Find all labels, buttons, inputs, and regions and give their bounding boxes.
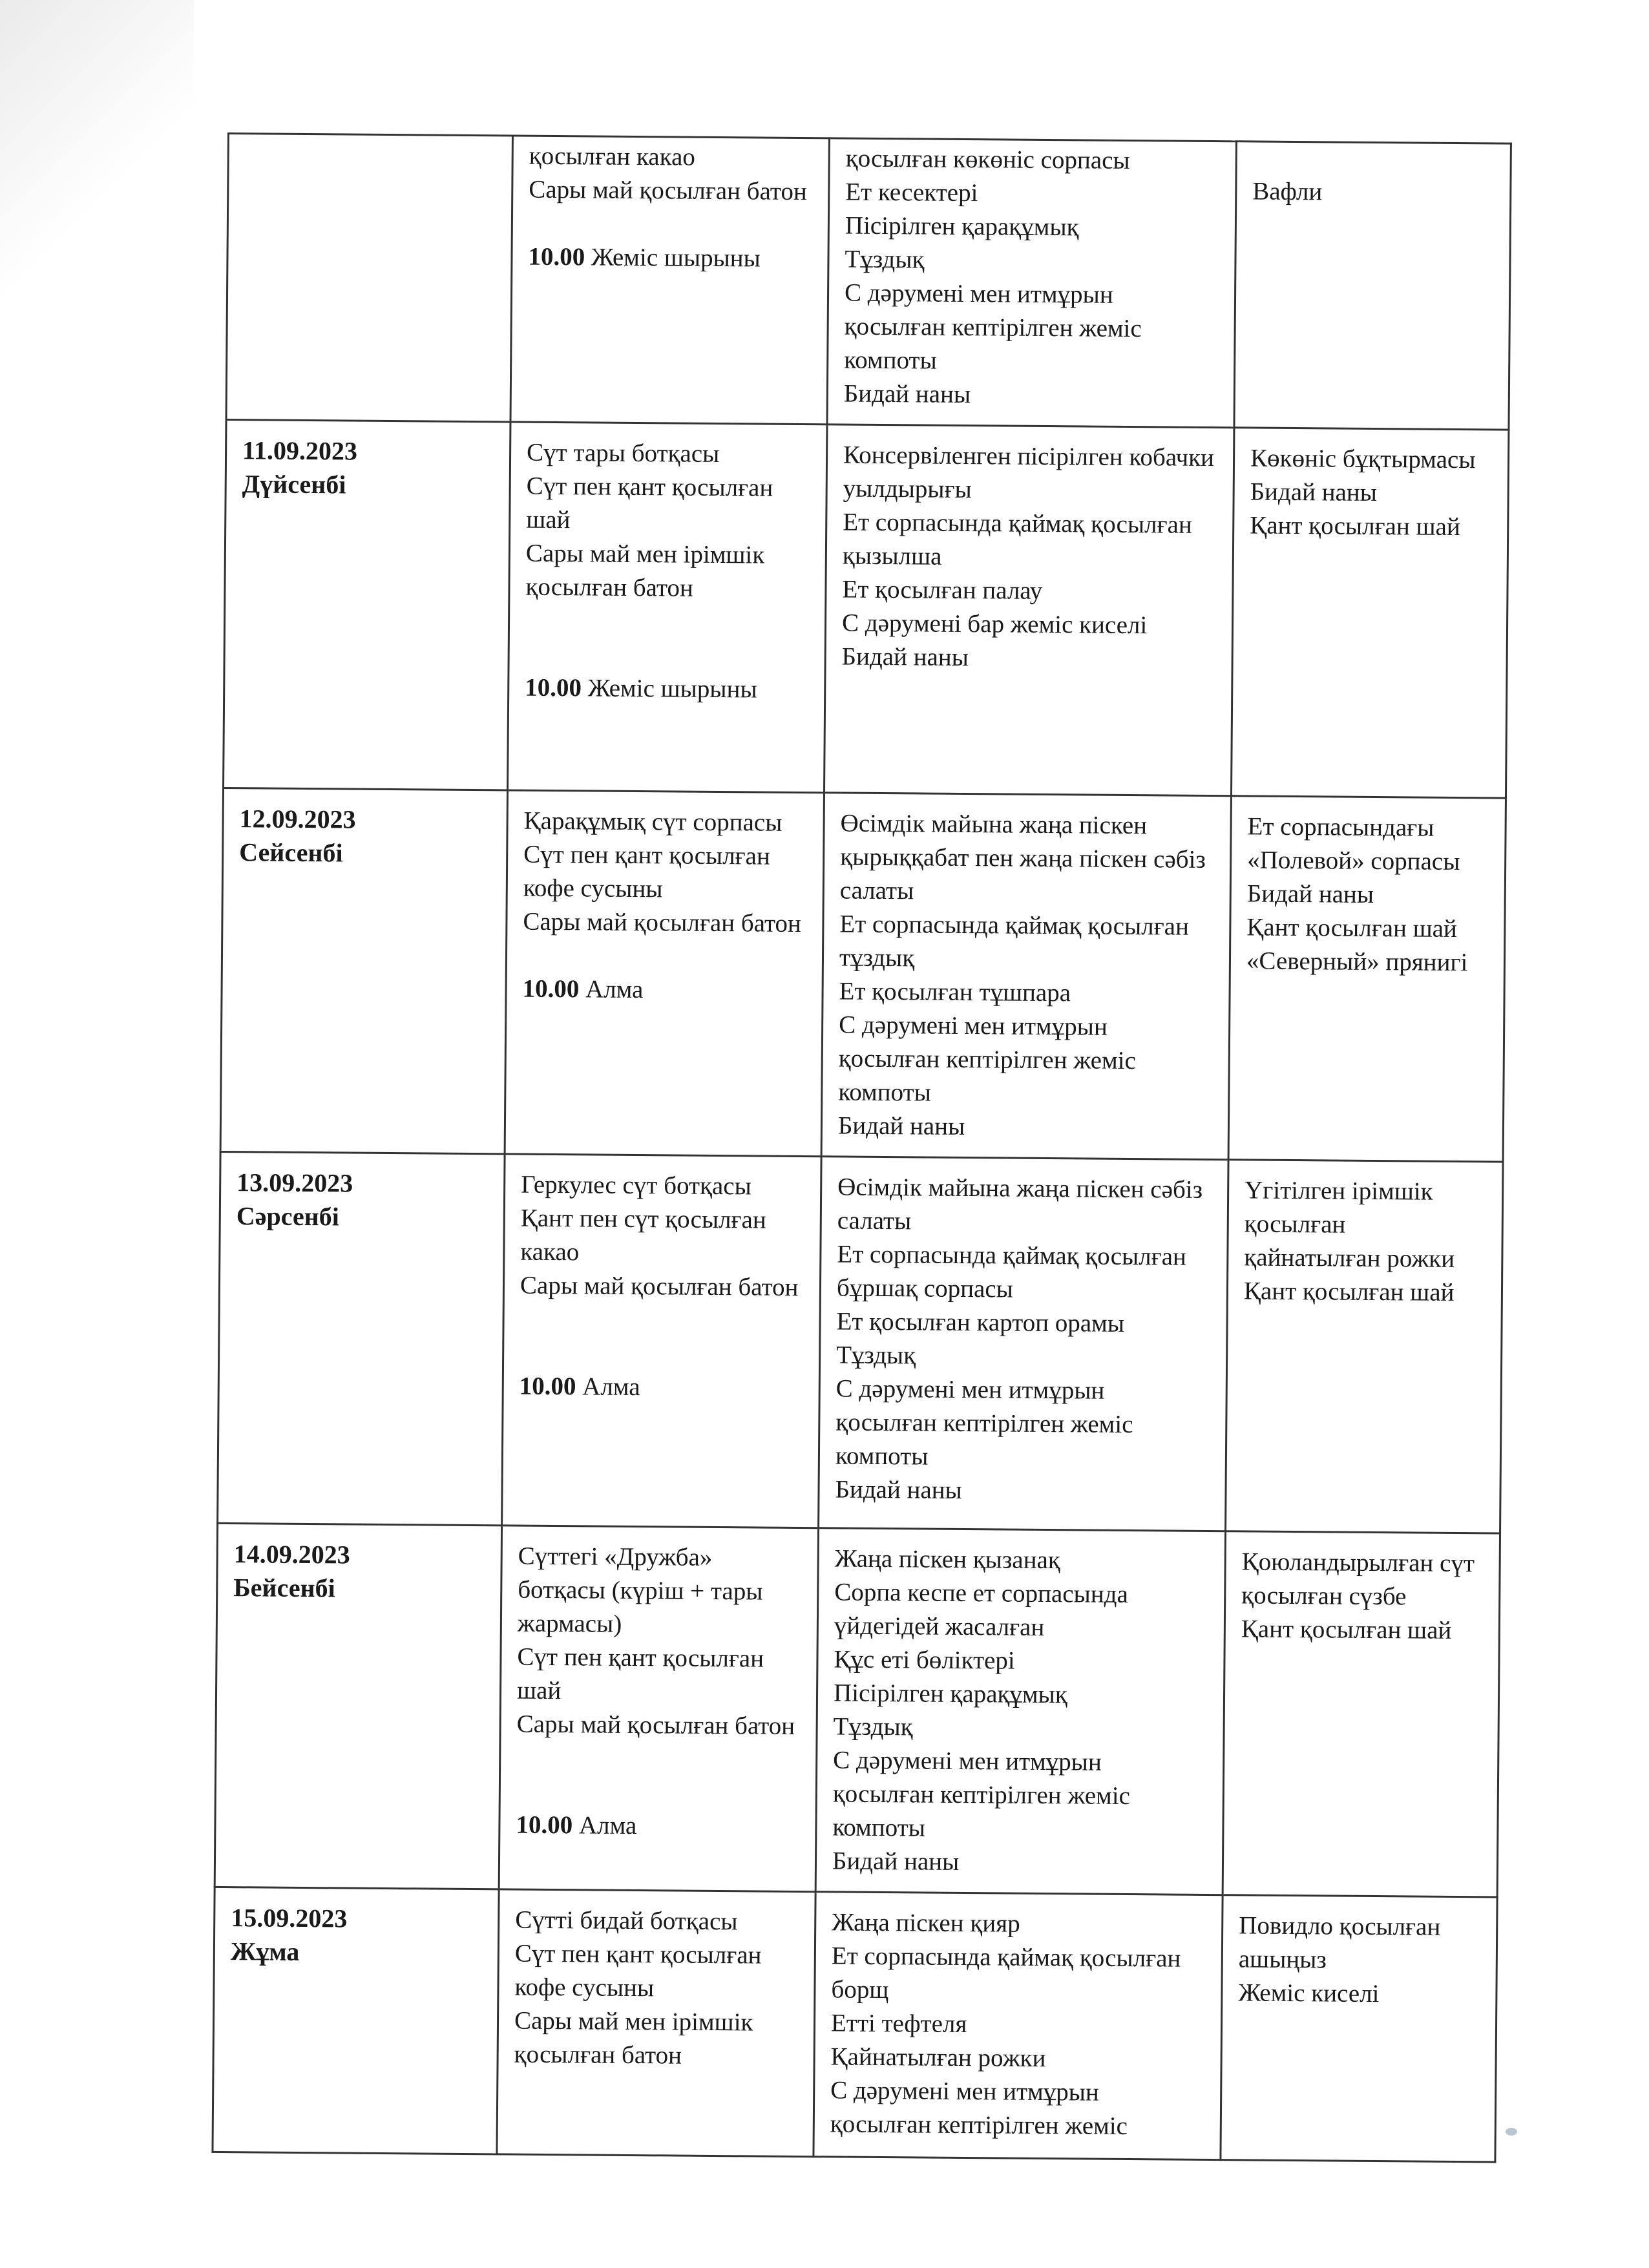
snack-line bbox=[525, 671, 808, 707]
breakfast-item: Қант пен сүт қосылған какао bbox=[520, 1204, 766, 1266]
scan-shadow bbox=[0, 0, 194, 310]
lunch-item: Бидай наны bbox=[843, 379, 971, 409]
breakfast-cell bbox=[502, 1154, 822, 1528]
lunch-item: Жаңа піскен қызанақ bbox=[834, 1544, 1060, 1575]
lunch-item: Өсімдік майына жаңа піскен қырыққабат пен жаңа піскен сәбіз салаты bbox=[839, 809, 1206, 905]
breakfast-item: Сары май қосылған батон bbox=[529, 175, 807, 206]
breakfast-item: Сары май мен ірімшік қосылған батон bbox=[514, 2006, 753, 2070]
lunch-item: Құс еті бөліктері bbox=[834, 1645, 1015, 1675]
snack-time: 10.00 bbox=[522, 974, 580, 1003]
afternoon-cell bbox=[1226, 1160, 1504, 1533]
breakfast-item: Сүт пен қант қосылған шай bbox=[516, 1643, 764, 1705]
lunch-cell bbox=[827, 138, 1236, 428]
day-label: Жұма bbox=[230, 1937, 300, 1966]
table-row bbox=[224, 419, 1509, 798]
lunch-item: Ет сорпасында қаймақ қосылған борщ bbox=[831, 1942, 1181, 2004]
lunch-item: Тұздық bbox=[833, 1712, 913, 1741]
afternoon-cell bbox=[1223, 1531, 1500, 1897]
afternoon-item: Қант қосылған шай bbox=[1241, 1615, 1452, 1644]
lunch-item: Ет кесектері bbox=[845, 178, 978, 207]
date-label: 12.09.2023 bbox=[239, 804, 356, 834]
menu-table bbox=[211, 132, 1511, 2163]
afternoon-item: Қоюландырылған сүт қосылған сүзбе bbox=[1241, 1548, 1475, 1611]
table-row bbox=[213, 1887, 1497, 2162]
breakfast-cell bbox=[510, 136, 829, 425]
lunch-item: Пісірілген қарақұмық bbox=[845, 211, 1079, 242]
date-label: 13.09.2023 bbox=[236, 1168, 353, 1198]
afternoon-cell bbox=[1228, 796, 1506, 1162]
breakfast-cell bbox=[505, 790, 824, 1157]
date-cell bbox=[218, 1151, 505, 1525]
date-cell bbox=[215, 1523, 501, 1889]
snack-item: Жеміс шырыны bbox=[591, 243, 761, 273]
afternoon-item: Вафли bbox=[1252, 177, 1323, 206]
afternoon-item: Қант қосылған шай bbox=[1246, 913, 1458, 943]
breakfast-item: Сүтті бидай ботқасы bbox=[515, 1906, 738, 1936]
snack-item: Алма bbox=[585, 975, 644, 1004]
breakfast-item: Сары май қосылған батон bbox=[516, 1710, 795, 1740]
lunch-item: С дәрумені мен итмұрын қосылған кептірілген жеміс компоты bbox=[844, 278, 1142, 375]
date-label: 11.09.2023 bbox=[242, 436, 358, 466]
date-cell bbox=[213, 1887, 499, 2154]
snack-line bbox=[522, 972, 806, 1008]
lunch-item: Ет сорпасында қаймақ қосылған бұршақ сорпасы bbox=[836, 1240, 1187, 1303]
table-row bbox=[226, 134, 1511, 430]
date-cell bbox=[224, 419, 510, 790]
snack-line bbox=[520, 1370, 803, 1405]
afternoon-item: Повидло қосылған ашыңыз bbox=[1238, 1911, 1441, 1974]
date-cell bbox=[226, 134, 512, 422]
breakfast-item: Сүт пен қант қосылған кофе сусыны bbox=[523, 840, 771, 903]
table-row bbox=[218, 1151, 1503, 1533]
lunch-item: Консервіленген пісірілген кобачки уылдырығы bbox=[843, 441, 1215, 504]
lunch-item: С дәрумені мен итмұрын қосылған кептірілген жеміс компоты bbox=[835, 1374, 1133, 1471]
breakfast-item: Сүттегі «Дружба» ботқасы (күріш + тары жармасы) bbox=[517, 1542, 763, 1638]
afternoon-item: Қант қосылған шай bbox=[1243, 1277, 1455, 1307]
date-label: 15.09.2023 bbox=[231, 1903, 348, 1933]
lunch-item: Жаңа піскен қияр bbox=[832, 1908, 1020, 1938]
snack-time: 10.00 bbox=[519, 1372, 576, 1401]
day-label: Сейсенбі bbox=[239, 837, 343, 868]
lunch-item: Бидай наны bbox=[837, 1111, 965, 1141]
snack-time: 10.00 bbox=[525, 673, 582, 702]
breakfast-cell bbox=[497, 1889, 815, 2157]
lunch-item: қосылған көкөніс сорпасы bbox=[845, 144, 1130, 174]
lunch-cell bbox=[819, 1157, 1228, 1531]
breakfast-item: Сары май қосылған батон bbox=[523, 907, 802, 938]
afternoon-item: Көкөніс бұқтырмасы bbox=[1250, 444, 1476, 474]
lunch-item: Бидай наны bbox=[835, 1475, 962, 1504]
afternoon-item: Жеміс киселі bbox=[1238, 1979, 1380, 2008]
day-label: Бейсенбі bbox=[233, 1573, 335, 1603]
lunch-item: С дәрумені мен итмұрын қосылған кептірілген жеміс bbox=[830, 2076, 1128, 2141]
lunch-item: Қайнатылған рожки bbox=[830, 2042, 1046, 2073]
breakfast-item: Сары май қосылған батон bbox=[520, 1271, 799, 1301]
lunch-item: Етті тефтеля bbox=[830, 2009, 967, 2039]
lunch-item: Тұздық bbox=[836, 1341, 916, 1370]
day-label: Дүйсенбі bbox=[242, 469, 346, 499]
lunch-item: С дәрумені мен итмұрын қосылған кептірілген жеміс компоты bbox=[832, 1746, 1131, 1842]
snack-time: 10.00 bbox=[516, 1811, 573, 1840]
breakfast-item: Сүт пен қант қосылған кофе сусыны bbox=[514, 1939, 762, 2002]
lunch-item: Ет сорпасында қаймақ қосылған тұздық bbox=[839, 910, 1190, 972]
snack-item: Алма bbox=[578, 1811, 637, 1840]
lunch-item: Бидай наны bbox=[832, 1847, 960, 1876]
snack-time: 10.00 bbox=[528, 242, 585, 271]
table-row bbox=[220, 788, 1506, 1162]
snack-item: Жеміс шырыны bbox=[587, 674, 757, 704]
breakfast-item: Сүт тары ботқасы bbox=[526, 438, 720, 468]
lunch-item: Ет сорпасында қаймақ қосылған қызылша bbox=[842, 508, 1192, 571]
lunch-item: Ет қосылған палау bbox=[842, 575, 1043, 605]
lunch-cell bbox=[821, 793, 1231, 1160]
breakfast-item: Геркулес сүт ботқасы bbox=[521, 1170, 752, 1201]
lunch-item: С дәрумені мен итмұрын қосылған кептірілген жеміс компоты bbox=[838, 1011, 1137, 1107]
breakfast-item: қосылған какао bbox=[529, 142, 696, 171]
scan-speck bbox=[1506, 2128, 1517, 2136]
lunch-item: Өсімдік майына жаңа піскен сәбіз салаты bbox=[837, 1173, 1203, 1235]
breakfast-item: Сүт пен қант қосылған шай bbox=[526, 472, 773, 534]
snack-line bbox=[516, 1809, 799, 1844]
breakfast-cell bbox=[499, 1526, 818, 1892]
afternoon-cell bbox=[1231, 428, 1508, 798]
lunch-cell bbox=[815, 1528, 1225, 1895]
lunch-cell bbox=[824, 425, 1234, 796]
day-label: Сәрсенбі bbox=[236, 1201, 340, 1232]
lunch-item: Тұздық bbox=[845, 245, 925, 274]
table-row bbox=[215, 1523, 1500, 1897]
date-label: 14.09.2023 bbox=[233, 1539, 350, 1570]
lunch-item: Ет қосылған картоп орамы bbox=[836, 1307, 1125, 1338]
lunch-cell bbox=[814, 1892, 1223, 2160]
lunch-item: Пісірілген қарақұмық bbox=[833, 1679, 1067, 1709]
afternoon-item: Бидай наны bbox=[1250, 478, 1378, 507]
breakfast-item: Қарақұмық сүт сорпасы bbox=[523, 806, 782, 837]
afternoon-cell bbox=[1234, 142, 1511, 430]
lunch-item: С дәрумені бар жеміс киселі bbox=[841, 609, 1148, 640]
afternoon-item: Қант қосылған шай bbox=[1250, 511, 1460, 541]
afternoon-item: Ет сорпасындағы «Полевой» сорпасы bbox=[1247, 812, 1460, 876]
afternoon-item: «Северный» прянигі bbox=[1246, 947, 1468, 977]
breakfast-item: Сары май мен ірімшік қосылған батон bbox=[525, 539, 765, 602]
snack-line bbox=[528, 240, 812, 276]
afternoon-item: Үгітілген ірімшік қосылған қайнатылған рожки bbox=[1244, 1176, 1455, 1273]
afternoon-item: Бидай наны bbox=[1246, 879, 1374, 908]
date-cell bbox=[220, 788, 507, 1153]
breakfast-cell bbox=[508, 422, 827, 793]
afternoon-cell bbox=[1221, 1895, 1497, 2162]
snack-item: Алма bbox=[582, 1372, 640, 1402]
lunch-item: Бидай наны bbox=[841, 642, 969, 672]
lunch-item: Сорпа кеспе ет сорпасында үйдегідей жасалған bbox=[834, 1578, 1129, 1642]
lunch-item: Ет қосылған тұшпара bbox=[839, 977, 1071, 1007]
